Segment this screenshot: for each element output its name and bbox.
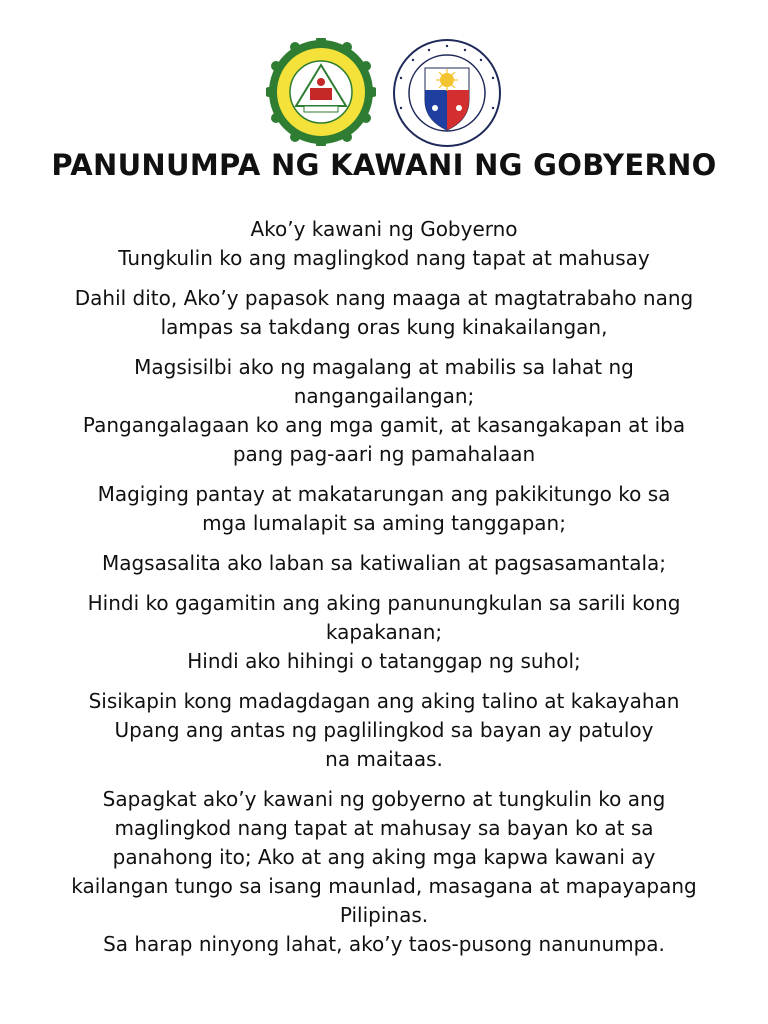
paragraph-7 xyxy=(0,687,768,774)
oath-line: kailangan tungo sa isang maunlad, masagana at mapayapang xyxy=(71,874,697,898)
oath-line: kapakanan; xyxy=(325,620,443,644)
oath-line: Upang ang antas ng paglilingkod sa bayan ay patuloy xyxy=(114,718,654,742)
oath-line: Magiging pantay at makatarungan ang pakikitungo ko sa xyxy=(97,482,671,506)
oath-line: Sa harap ninyong lahat, ako’y taos-pusong nanunumpa. xyxy=(103,932,665,956)
oath-body xyxy=(0,215,768,959)
oath-line: Ako’y kawani ng Gobyerno xyxy=(250,217,518,241)
university-seal-icon xyxy=(266,38,376,146)
oath-line: nangangailangan; xyxy=(293,384,475,408)
paragraph-1 xyxy=(0,215,768,273)
oath-line: maglingkod nang tapat at mahusay sa bayan ko at sa xyxy=(114,816,654,840)
oath-line: Pilipinas. xyxy=(339,903,429,927)
oath-line: Magsasalita ako laban sa katiwalian at pagsasamantala; xyxy=(101,551,667,575)
oath-line: Sisikapin kong madagdagan ang aking talino at kakayahan xyxy=(88,689,680,713)
oath-line: Tungkulin ko ang maglingkod nang tapat at mahusay xyxy=(118,246,650,270)
oath-line: mga lumalapit sa aming tanggapan; xyxy=(202,511,566,535)
oath-line: Dahil dito, Ako’y papasok nang maaga at magtatrabaho nang xyxy=(74,286,694,310)
oath-line: panahong ito; Ako at ang aking mga kapwa kawani ay xyxy=(112,845,656,869)
document-title: PANUNUMPA NG KAWANI NG GOBYERNO xyxy=(51,148,717,182)
paragraph-8 xyxy=(0,785,768,959)
oath-line: Pangangalagaan ko ang mga gamit, at kasangakapan at iba xyxy=(82,413,686,437)
oath-line: pang pag-aari ng pamahalaan xyxy=(232,442,536,466)
oath-line: Hindi ko gagamitin ang aking panunungkulan sa sarili kong xyxy=(87,591,681,615)
paragraph-3 xyxy=(0,353,768,469)
paragraph-6 xyxy=(0,589,768,676)
seals-header xyxy=(0,38,768,146)
paragraph-4 xyxy=(0,480,768,538)
oath-line: na maitaas. xyxy=(325,747,443,771)
oath-line: Hindi ako hihingi o tatanggap ng suhol; xyxy=(187,649,581,673)
paragraph-2 xyxy=(0,284,768,342)
oath-line: lampas sa takdang oras kung kinakailangan, xyxy=(160,315,608,339)
oath-line: Magsisilbi ako ng magalang at mabilis sa lahat ng xyxy=(134,355,634,379)
republic-seal-icon xyxy=(387,38,507,148)
oath-line: Sapagkat ako’y kawani ng gobyerno at tungkulin ko ang xyxy=(102,787,666,811)
paragraph-5 xyxy=(0,549,768,578)
